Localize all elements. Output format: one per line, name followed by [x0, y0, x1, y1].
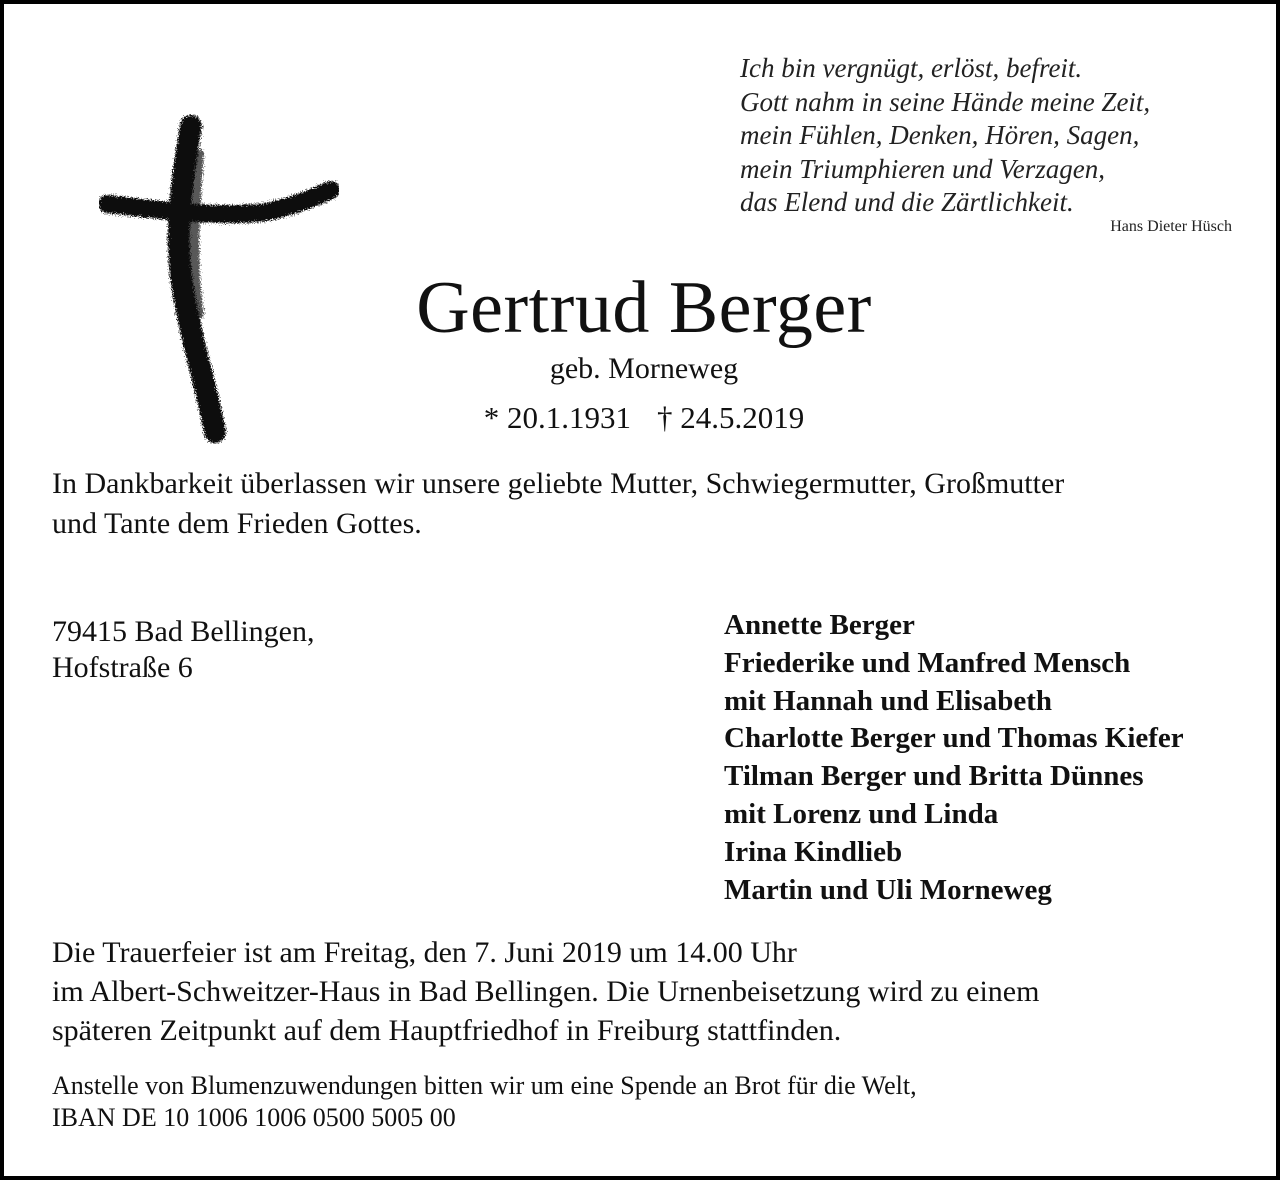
intro-line: In Dankbarkeit überlassen wir unsere geliebte Mutter, Schwiegermutter, Großmutter — [52, 467, 1065, 500]
address-line: 79415 Bad Bellingen, — [52, 615, 315, 648]
service-line: im Albert-Schweitzer-Haus in Bad Bellingen. Die Urnenbeisetzung wird zu einem — [52, 975, 1040, 1008]
mourner-line: Charlotte Berger und Thomas Kiefer — [724, 722, 1184, 755]
intro-line: und Tante dem Frieden Gottes. — [52, 507, 422, 540]
death-date: † 24.5.2019 — [657, 400, 805, 435]
poem-author: Hans Dieter Hüsch — [1110, 218, 1232, 235]
donation-line: Anstelle von Blumenzuwendungen bitten wir um eine Spende an Brot für die Welt, — [52, 1071, 917, 1100]
mourner-line: mit Lorenz und Linda — [724, 797, 999, 830]
donation-info — [52, 1070, 1252, 1134]
mourner-line: Tilman Berger und Britta Dünnes — [724, 760, 1144, 793]
mourner-line: Martin und Uli Morneweg — [724, 873, 1052, 906]
poem-line: mein Fühlen, Denken, Hören, Sagen, — [740, 120, 1140, 150]
address — [52, 614, 452, 686]
poem-line: das Elend und die Zärtlichkeit. — [740, 187, 1074, 217]
poem — [740, 52, 1240, 220]
maiden-name: geb. Morneweg — [549, 352, 739, 385]
life-dates — [4, 400, 1280, 436]
address-line: Hofstraße 6 — [52, 651, 193, 684]
mourner-line: mit Hannah und Elisabeth — [724, 684, 1052, 717]
poem-line: Gott nahm in seine Hände meine Zeit, — [740, 86, 1151, 117]
donation-line: IBAN DE 10 1006 1006 0500 5005 00 — [52, 1103, 456, 1132]
mourner-line: Irina Kindlieb — [724, 835, 903, 868]
poem-line: mein Triumphieren und Verzagen, — [740, 153, 1105, 184]
mourners-list — [724, 607, 1264, 909]
poem-line: Ich bin vergnügt, erlöst, befreit. — [740, 53, 1083, 83]
mourner-line: Friederike und Manfred Mensch — [724, 646, 1131, 679]
mourner-line: Annette Berger — [724, 609, 915, 641]
intro-text — [52, 464, 1252, 544]
birth-date: * 20.1.1931 — [483, 400, 631, 435]
service-info — [52, 933, 1252, 1050]
service-line: späteren Zeitpunkt auf dem Hauptfriedhof in Freiburg stattfinden. — [52, 1014, 842, 1047]
deceased-name: Gertrud Berger — [416, 267, 872, 349]
service-line: Die Trauerfeier ist am Freitag, den 7. Juni 2019 um 14.00 Uhr — [52, 936, 797, 969]
